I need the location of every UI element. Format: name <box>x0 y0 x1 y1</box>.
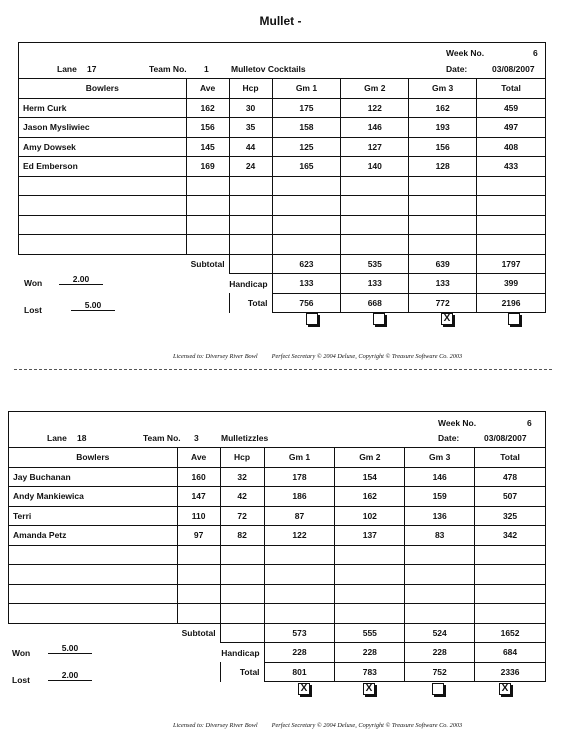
bowler-gm1: 158 <box>272 118 341 138</box>
bowler-gm3: 128 <box>409 157 477 177</box>
total-gm3: 752 <box>405 662 475 682</box>
bowler-name: Andy Mankiewica <box>9 487 178 507</box>
bowler-hcp: 44 <box>229 137 272 157</box>
total-total: 2336 <box>475 662 546 682</box>
subtotal-gm1: 623 <box>272 254 341 274</box>
licensed-to: Licensed to: Diversey River Bowl <box>173 353 258 360</box>
total-label: Total <box>229 293 272 313</box>
team-name: Mulletizzles <box>221 433 269 443</box>
table-row <box>19 118 546 138</box>
total-header: Total <box>477 79 546 99</box>
copyright: Perfect Secretary © 2004 Deluxe, Copyright © Treasure Software Co. 2003 <box>271 722 463 729</box>
table-row <box>9 526 546 546</box>
bowler-gm3: 83 <box>405 526 475 546</box>
empty-row <box>9 545 546 565</box>
subtotal-gm2: 555 <box>335 623 405 643</box>
bowler-hcp: 42 <box>220 487 264 507</box>
bowler-gm3: 159 <box>405 487 475 507</box>
date-value: 03/08/2007 <box>492 64 535 74</box>
handicap-label: Handicap <box>186 274 272 294</box>
week-label: Week No. <box>446 48 485 58</box>
subtotal-gm3: 524 <box>405 623 475 643</box>
week-label: Week No. <box>438 418 477 428</box>
subtotal-total: 1652 <box>475 623 546 643</box>
team-label: Team No. <box>143 433 181 443</box>
bowler-gm1: 87 <box>264 506 335 526</box>
bowler-gm1: 165 <box>272 157 341 177</box>
ave-header: Ave <box>177 448 220 468</box>
handicap-gm1: 228 <box>264 643 335 663</box>
table-row <box>19 98 546 118</box>
total-gm1: 756 <box>272 293 341 313</box>
bowler-name: Amy Dowsek <box>19 137 187 157</box>
handicap-gm2: 228 <box>335 643 405 663</box>
hcp-header: Hcp <box>229 79 272 99</box>
handicap-gm1: 133 <box>272 274 341 294</box>
column-header-row <box>19 79 546 99</box>
bowler-name: Ed Emberson <box>19 157 187 177</box>
won-value: 5.00 <box>48 643 92 654</box>
bowler-hcp: 30 <box>229 98 272 118</box>
gm3-header: Gm 3 <box>405 448 475 468</box>
bowler-gm1: 186 <box>264 487 335 507</box>
subtotal-gm2: 535 <box>341 254 409 274</box>
bowler-gm3: 162 <box>409 98 477 118</box>
bowler-ave: 147 <box>177 487 220 507</box>
bowler-gm1: 175 <box>272 98 341 118</box>
empty-row <box>9 604 546 624</box>
bowlers-header: Bowlers <box>19 79 187 99</box>
won-label: Won <box>24 278 43 288</box>
subtotal-gm3: 639 <box>409 254 477 274</box>
team-label: Team No. <box>149 64 187 74</box>
bowler-gm2: 162 <box>335 487 405 507</box>
handicap-total: 684 <box>475 643 546 663</box>
bowler-hcp: 72 <box>220 506 264 526</box>
game1-win-checkbox[interactable] <box>306 313 318 325</box>
date-label: Date: <box>438 433 460 443</box>
total-win-checkbox[interactable] <box>508 313 520 325</box>
game2-win-checkbox[interactable]: X <box>363 683 375 695</box>
won-label: Won <box>12 648 31 658</box>
bowler-ave: 156 <box>186 118 229 138</box>
subtotal-total: 1797 <box>477 254 546 274</box>
won-field <box>12 643 92 657</box>
empty-row <box>9 565 546 585</box>
bowler-gm3: 136 <box>405 506 475 526</box>
bowler-gm2: 127 <box>341 137 409 157</box>
lost-value: 2.00 <box>48 670 92 681</box>
lost-value: 5.00 <box>71 300 115 311</box>
total-win-checkbox[interactable]: X <box>499 683 511 695</box>
bowler-hcp: 32 <box>220 467 264 487</box>
table-row <box>19 137 546 157</box>
handicap-gm3: 228 <box>405 643 475 663</box>
bowler-name: Jason Mysliwiec <box>19 118 187 138</box>
lost-label: Lost <box>12 675 30 685</box>
lane-value: 18 <box>77 433 87 443</box>
bowler-hcp: 35 <box>229 118 272 138</box>
license-footer <box>173 353 476 360</box>
gm2-header: Gm 2 <box>335 448 405 468</box>
table-row <box>9 467 546 487</box>
bowler-ave: 162 <box>186 98 229 118</box>
total-gm1: 801 <box>264 662 335 682</box>
table-row <box>9 506 546 526</box>
bowler-ave: 160 <box>177 467 220 487</box>
bowler-gm1: 122 <box>264 526 335 546</box>
bowler-total: 342 <box>475 526 546 546</box>
copyright: Perfect Secretary © 2004 Deluxe, Copyright © Treasure Software Co. 2003 <box>271 353 463 360</box>
bowler-gm2: 146 <box>341 118 409 138</box>
bowler-gm2: 122 <box>341 98 409 118</box>
subtotal-row <box>9 623 546 643</box>
bowler-ave: 97 <box>177 526 220 546</box>
bowler-gm3: 193 <box>409 118 477 138</box>
bowlers-header: Bowlers <box>9 448 178 468</box>
bowler-gm3: 156 <box>409 137 477 157</box>
lane-label: Lane <box>47 433 67 443</box>
page-title: Mullet - <box>259 14 302 28</box>
lost-field <box>12 670 92 684</box>
subtotal-label: Subtotal <box>9 623 221 643</box>
total-gm2: 783 <box>335 662 405 682</box>
date-label: Date: <box>446 64 468 74</box>
bowler-gm1: 125 <box>272 137 341 157</box>
bowler-total: 497 <box>477 118 546 138</box>
team-name: Mulletov Cocktails <box>231 64 306 74</box>
total-gm3: 772 <box>409 293 477 313</box>
gm1-header: Gm 1 <box>264 448 335 468</box>
sheet-header <box>8 411 546 447</box>
subtotal-row <box>19 254 546 274</box>
bowler-gm3: 146 <box>405 467 475 487</box>
bowler-gm2: 102 <box>335 506 405 526</box>
bowler-hcp: 24 <box>229 157 272 177</box>
game1-win-checkbox[interactable]: X <box>298 683 310 695</box>
table-row <box>19 157 546 177</box>
total-label: Total <box>220 662 264 682</box>
bowler-name: Jay Buchanan <box>9 467 178 487</box>
lane-value: 17 <box>87 64 97 74</box>
subtotal-gm1: 573 <box>264 623 335 643</box>
license-footer <box>173 722 476 729</box>
total-total: 2196 <box>477 293 546 313</box>
table-row <box>9 487 546 507</box>
empty-row <box>19 176 546 196</box>
sheet-header <box>18 42 546 78</box>
lost-label: Lost <box>24 305 42 315</box>
bowler-ave: 145 <box>186 137 229 157</box>
game3-win-checkbox[interactable] <box>432 683 444 695</box>
won-value: 2.00 <box>59 274 103 285</box>
empty-row <box>9 584 546 604</box>
column-header-row <box>9 448 546 468</box>
week-value: 6 <box>527 418 532 428</box>
handicap-label: Handicap <box>177 643 264 663</box>
licensed-to: Licensed to: Diversey River Bowl <box>173 722 258 729</box>
empty-row <box>19 235 546 255</box>
gm3-header: Gm 3 <box>409 79 477 99</box>
bowler-name: Amanda Petz <box>9 526 178 546</box>
gm1-header: Gm 1 <box>272 79 341 99</box>
bowler-total: 433 <box>477 157 546 177</box>
empty-row <box>19 196 546 216</box>
total-header: Total <box>475 448 546 468</box>
lost-field <box>24 300 104 314</box>
game2-win-checkbox[interactable] <box>373 313 385 325</box>
bowler-name: Terri <box>9 506 178 526</box>
bowler-name: Herm Curk <box>19 98 187 118</box>
date-value: 03/08/2007 <box>484 433 527 443</box>
bowler-ave: 110 <box>177 506 220 526</box>
handicap-gm3: 133 <box>409 274 477 294</box>
game3-win-checkbox[interactable]: X <box>441 313 453 325</box>
bowler-gm2: 140 <box>341 157 409 177</box>
gm2-header: Gm 2 <box>341 79 409 99</box>
lane-label: Lane <box>57 64 77 74</box>
bowler-total: 459 <box>477 98 546 118</box>
bowler-total: 325 <box>475 506 546 526</box>
won-field <box>24 274 104 288</box>
bowler-total: 507 <box>475 487 546 507</box>
bowler-hcp: 82 <box>220 526 264 546</box>
subtotal-label: Subtotal <box>19 254 230 274</box>
team-value: 1 <box>204 64 209 74</box>
bowler-ave: 169 <box>186 157 229 177</box>
cut-line <box>14 369 552 370</box>
bowler-total: 478 <box>475 467 546 487</box>
hcp-header: Hcp <box>220 448 264 468</box>
handicap-total: 399 <box>477 274 546 294</box>
bowler-gm2: 137 <box>335 526 405 546</box>
bowler-total: 408 <box>477 137 546 157</box>
bowler-gm2: 154 <box>335 467 405 487</box>
total-gm2: 668 <box>341 293 409 313</box>
team-value: 3 <box>194 433 199 443</box>
handicap-gm2: 133 <box>341 274 409 294</box>
ave-header: Ave <box>186 79 229 99</box>
empty-row <box>19 215 546 235</box>
week-value: 6 <box>533 48 538 58</box>
bowler-gm1: 178 <box>264 467 335 487</box>
